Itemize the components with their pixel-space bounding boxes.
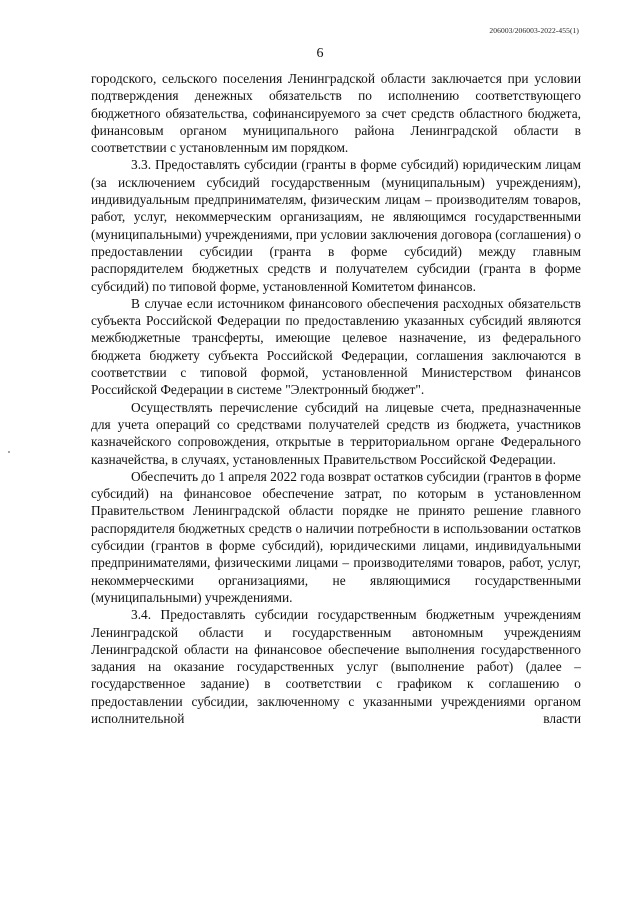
document-body (91, 70, 581, 727)
page-number: 6 (316, 46, 324, 61)
paragraph-federal-transfers: В случае если источником финансового обеспечения расходных обязательств субъекта Российской Федерации по предоставлению указанных субсидий являются межбюджетные трансферты, имеющие целевое назначение, из федерального бюджета бюджету субъекта Российской Федерации, соглашения заключаются в соответствии с типовой формой, установленной Министерством финансов Российской Федерации в системе "Электронный бюджет". (91, 295, 581, 398)
paragraph-continuation: городского, сельского поселения Ленинградской области заключается при условии подтверждения денежных обязательств по исполнению соответствующего бюджетного обязательства, софинансируемого за счет средств областного бюджета, финансовым органом муниципального района Ленинградской области в соответствии с установленным им порядком. (91, 71, 581, 156)
paragraph-3-4: 3.4. Предоставлять субсидии государственным бюджетным учреждениям Ленинградской области и государственным автономным учреждениям Ленинградской области на финансовое обеспечение выполнения государственного задания на оказание государственных услуг (выполнение работ) (далее – государственное задание) в соответствии с графиком к соглашению о предоставлении субсидии, заключенному с указанными учреждениями органом исполнительной власти (91, 607, 581, 726)
margin-mark (8, 451, 10, 453)
paragraph-3-3: 3.3. Предоставлять субсидии (гранты в форме субсидий) юридическим лицам (за исключением субсидий государственным (муниципальным) учреждениям), индивидуальным предпринимателям, физическим лицам – производителям товаров, работ, услуг, некоммерческим организациям, не являющимся государственными (муниципальными) учреждениями, при условии заключения договора (соглашения) о предоставлении субсидии (гранта в форме субсидий) между главным распорядителем бюджетных средств и получателем субсидии (гранта в форме субсидий) по типовой форме, установленной Комитетом финансов. (91, 157, 581, 294)
paragraph-treasury-accounts: Осуществлять перечисление субсидий на лицевые счета, предназначенные для учета операций со средствами получателей средств из бюджета, участников казначейского сопровождения, открытые в территориальном органе Федерального казначейства, в случаях, установленных Правительством Российской Федерации. (91, 399, 581, 467)
paragraph-return-remainders: Обеспечить до 1 апреля 2022 года возврат остатков субсидии (грантов в форме субсидий) на финансовое обеспечение затрат, по которым в установленном Правительством Ленинградской области порядке не принято решение главного распорядителя бюджетных средств о наличии потребности в использовании остатков субсидии (грантов в форме субсидий), юридическими лицами, индивидуальными предпринимателями, физическими лицами – производителями товаров, работ, услуг, некоммерческими организациями, не являющимися государственными (муниципальными) учреждениями. (91, 468, 581, 605)
document-id: 206003/206003-2022-455(1) (489, 26, 579, 35)
